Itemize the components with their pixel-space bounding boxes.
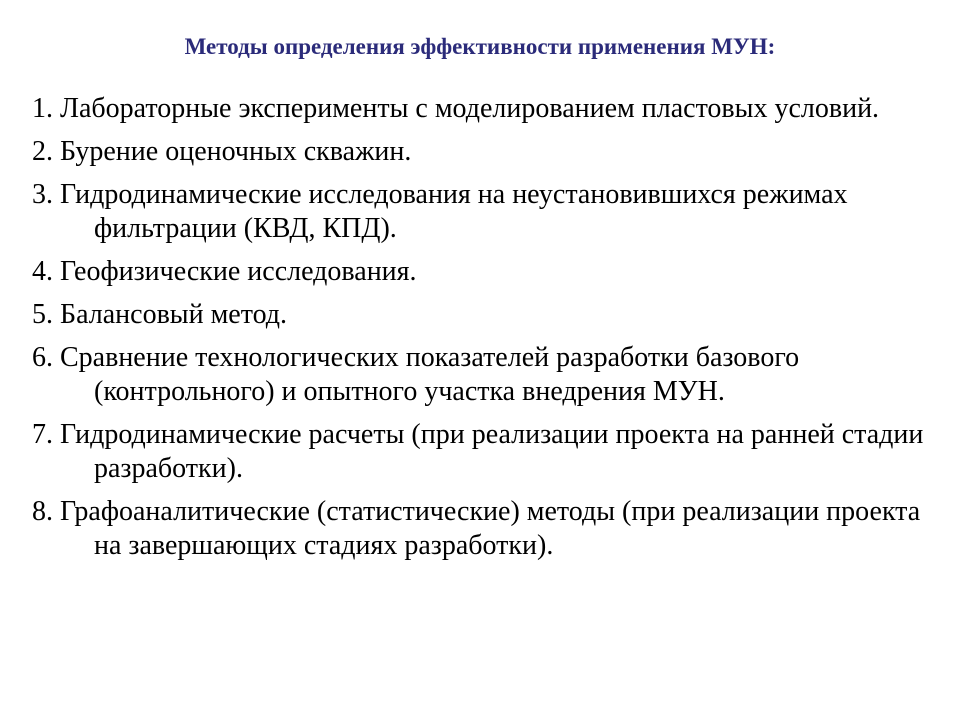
method-item-1: 1. Лабораторные эксперименты с моделированием пластовых условий. (32, 93, 880, 124)
method-item-2: 2. Бурение оценочных скважин. (32, 136, 412, 167)
method-list (32, 92, 942, 572)
method-item-3: 3. Гидродинамические исследования на неустановившихся режимах фильтрации (КВД, КПД). (32, 179, 848, 244)
method-item-4: 4. Геофизические исследования. (32, 256, 417, 287)
method-item-5: 5. Балансовый метод. (32, 299, 288, 330)
method-item-7: 7. Гидродинамические расчеты (при реализации проекта на ранней стадии разработки). (32, 419, 924, 484)
slide-title: Методы определения эффективности применения МУН: (184, 34, 776, 59)
method-item-8: 8. Графоаналитические (статистические) методы (при реализации проекта на завершающих стадиях разработки). (32, 496, 921, 561)
method-item-6: 6. Сравнение технологических показателей разработки базового (контрольного) и опытного участка внедрения МУН. (32, 342, 800, 407)
